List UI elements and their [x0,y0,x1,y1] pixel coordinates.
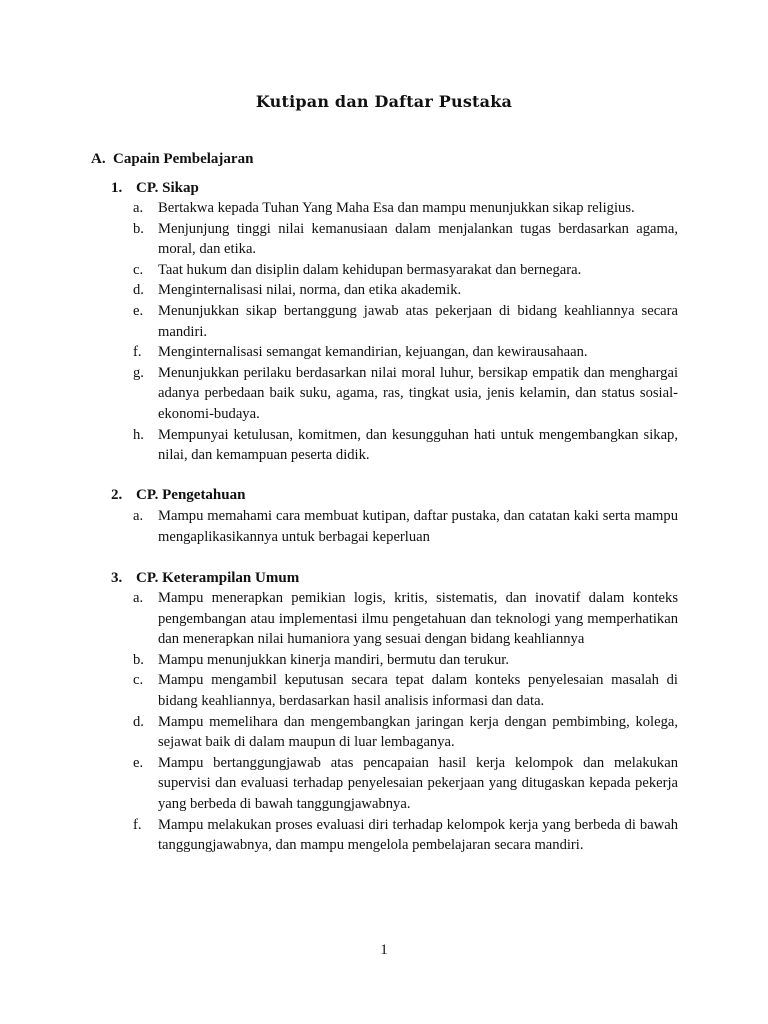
list-sikap [133,198,678,466]
cp-heading-sikap [111,180,199,197]
section-heading-a [91,151,253,168]
item-text: Bertakwa kepada Tuhan Yang Maha Esa dan mampu menunjukkan sikap religius. [158,200,635,216]
list-item [133,650,678,671]
item-letter: d. [133,282,144,299]
item-letter: e. [133,754,144,771]
list-item [133,301,678,342]
cp-number: 3. [111,570,123,586]
list-item [133,363,678,425]
list-item [133,342,678,363]
item-letter: b. [133,651,144,668]
item-letter: a. [133,200,144,216]
cp-heading-pengetahuan [111,487,245,504]
cp-number: 1. [111,180,123,196]
cp-heading-keterampilan-umum [111,570,299,587]
cp-title: CP. Sikap [136,180,199,196]
list-item [133,670,678,711]
item-text: Menginternalisasi semangat kemandirian, kejuangan, dan kewirausahaan. [158,344,588,361]
list-item [133,198,678,219]
list-item [133,219,678,260]
item-letter: h. [133,426,144,443]
item-text: Menunjukkan perilaku berdasarkan nilai moral luhur, bersikap empatik dan menghargai adanya perbedaan baik suku, agama, ras, tingkat usia, jenis kelamin, dan status sosial-ekonomi-budaya. [158,364,678,422]
section-label: A. [91,151,106,167]
item-text: Menunjukkan sikap bertanggung jawab atas pekerjaan di bidang keahliannya secara mandiri. [158,302,678,340]
item-letter: c. [133,261,144,278]
item-text: Menginternalisasi nilai, norma, dan etika akademik. [158,282,462,299]
item-text: Mempunyai ketulusan, komitmen, dan kesungguhan hati untuk mengembangkan sikap, nilai, dan kemampuan peserta didik. [158,426,678,464]
list-item [133,753,678,815]
item-letter: g. [133,364,144,381]
section-title: Capain Pembelajaran [113,151,254,167]
item-text: Mampu memelihara dan mengembangkan jaringan kerja dengan pembimbing, kolega, sejawat baik di dalam maupun di luar lembaganya. [158,713,678,751]
item-letter: b. [133,220,144,237]
item-text: Mampu memahami cara membuat kutipan, daftar pustaka, dan catatan kaki serta mampu mengaplikasikannya untuk berbagai keperluan [158,508,678,545]
cp-title: CP. Keterampilan Umum [136,570,300,586]
item-text: Taat hukum dan disiplin dalam kehidupan bermasyarakat dan bernegara. [158,261,582,278]
list-item [133,425,678,466]
item-letter: e. [133,302,144,319]
list-item [133,588,678,650]
list-item [133,815,678,856]
item-text: Mampu menerapkan pemikian logis, kritis, sistematis, dan inovatif dalam konteks pengembangan atau implementasi ilmu pengetahuan dan teknologi yang memperhatikan dan menerapkan nilai humaniora yang sesuai dengan bidang keahliannya [158,590,678,648]
item-letter: a. [133,590,144,606]
list-item [133,506,678,547]
list-pengetahuan [133,506,678,547]
item-letter: f. [133,816,142,833]
list-item [133,280,678,301]
list-item [133,712,678,753]
item-letter: c. [133,672,144,689]
page-number: 1 [380,942,388,958]
item-letter: d. [133,713,144,730]
item-text: Mampu melakukan proses evaluasi diri terhadap kelompok kerja yang berbeda di bawah tanggungjawabnya, dan mampu mengelola pembelajaran secara mandiri. [158,816,678,854]
list-keterampilan-umum [133,588,678,856]
item-letter: f. [133,344,142,361]
item-text: Menjunjung tinggi nilai kemanusiaan dalam menjalankan tugas berdasarkan agama, moral, dan etika. [158,220,678,258]
item-text: Mampu menunjukkan kinerja mandiri, bermutu dan terukur. [158,651,509,668]
item-text: Mampu mengambil keputusan secara tepat dalam konteks penyelesaian masalah di bidang keahliannya, berdasarkan hasil analisis informasi dan data. [158,672,678,709]
item-text: Mampu bertanggungjawab atas pencapaian hasil kerja kelompok dan melakukan supervisi dan evaluasi terhadap penyelesaian pekerjaan yang ditugaskan kepada pekerja yang berbeda di bawah tanggungjawabnya. [158,754,678,812]
item-letter: a. [133,508,144,524]
cp-title: CP. Pengetahuan [136,487,246,503]
page-title: Kutipan dan Daftar Pustaka [255,92,513,111]
list-item [133,260,678,281]
cp-number: 2. [111,487,123,503]
